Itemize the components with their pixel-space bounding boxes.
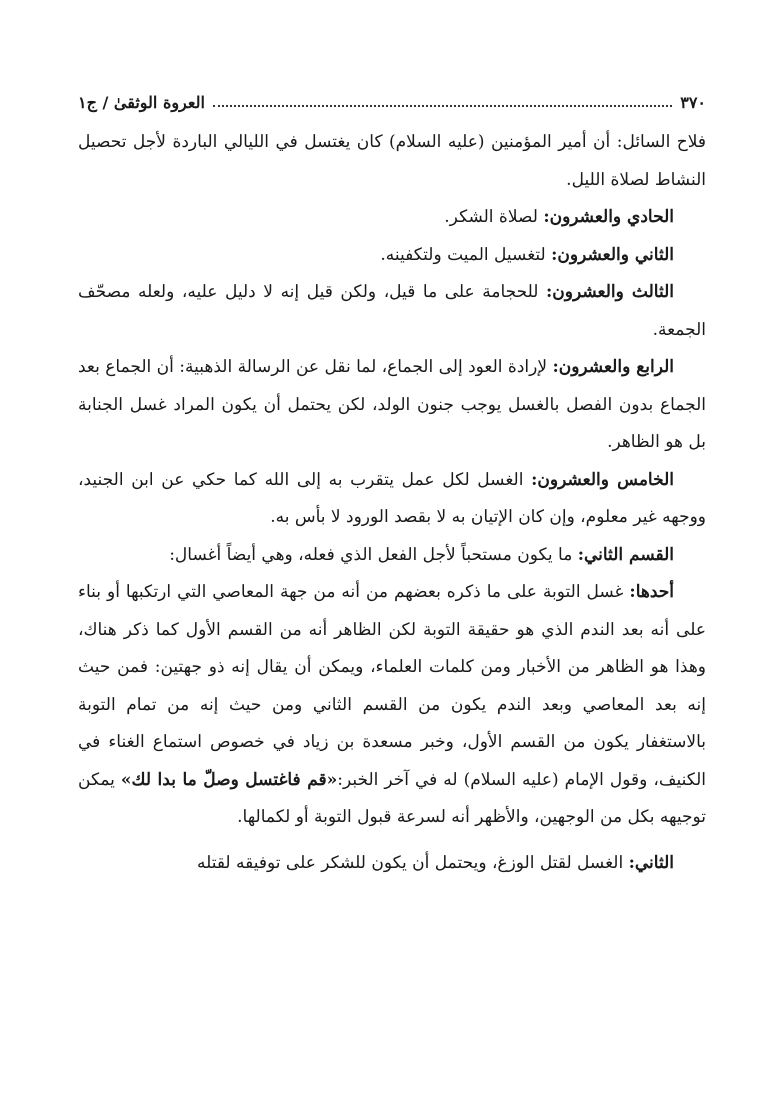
- hadith-quote: «قم فاغتسل وصلّ ما بدا لك»: [120, 769, 338, 790]
- paragraph-item-24: [78, 349, 706, 462]
- paragraph-lead: الرابع والعشرون:: [552, 357, 674, 377]
- header-leader-dots: [213, 105, 672, 107]
- paragraph-text: غسل التوبة على ما ذكره بعضهم من أنه من جهة المعاصي التي ارتكبها أو بناء على أنه بعد الندم الذي هو حقيقة التوبة لكن الظاهر أنه من القسم الأول كما ذكر هناك، وهذا هو الظاهر من الأخبار ومن كلمات العلماء، ويمكن أن يقال إنه ذو جهتين: فمن حيث إنه بعد المعاصي وبعد الندم يكون من القسم الثاني ومن حيث إنه من تمام التوبة بالاستغفار يكون من القسم الأول، وخبر مسعدة بن زياد في خصوص استماع الغناء في الكنيف، وقول الإمام (عليه السلام) له في آخر الخبر:: [78, 582, 706, 790]
- paragraph-section-two: [78, 537, 706, 575]
- paragraph-item-21: [78, 199, 706, 237]
- paragraph-lead: الثاني والعشرون:: [551, 244, 674, 265]
- paragraph-text: الغسل لقتل الوزغ، ويحتمل أن يكون للشكر على توفيقه لقتله: [196, 852, 629, 873]
- paragraph-continuation: [78, 124, 706, 199]
- paragraph-text: للحجامة على ما قيل، ولكن قيل إنه لا دليل عليه، ولعله مصحّف الجمعة.: [78, 282, 706, 340]
- paragraph-lead: الخامس والعشرون:: [531, 469, 674, 490]
- running-header: [78, 84, 706, 120]
- page-number: ٣٧٠: [680, 92, 706, 112]
- paragraph-text: فلاح السائل: أن أمير المؤمنين (عليه السلام) كان يغتسل في الليالي الباردة لأجل تحصيل النشاط لصلاة الليل.: [78, 132, 706, 190]
- paragraph-text: ما يكون مستحباً لأجل الفعل الذي فعله، وهي أيضاً أغسال:: [169, 544, 578, 565]
- paragraph-item-25: [78, 462, 706, 537]
- book-title: العروة الوثقىٰ / ج١: [78, 92, 205, 112]
- paragraph-lead: أحدها:: [629, 582, 674, 602]
- paragraph-lead: الثالث والعشرون:: [546, 282, 674, 302]
- paragraph-lead: الثاني:: [628, 852, 674, 873]
- paragraph-text: لتغسيل الميت ولتكفينه.: [380, 244, 552, 265]
- paragraph-text: لإرادة العود إلى الجماع، لما نقل عن الرسالة الذهبية: أن الجماع بعد الجماع بدون الفصل بالغسل يوجب جنون الولد، لكن يحتمل أن يكون المراد غسل الجنابة بل هو الظاهر.: [77, 357, 706, 452]
- paragraph-lead: الحادي والعشرون:: [543, 207, 674, 227]
- paragraph-first-ghusl: [78, 574, 706, 837]
- paragraph-item-22: [78, 237, 706, 275]
- paragraph-item-23: [78, 274, 706, 349]
- paragraph-second-ghusl: [78, 845, 706, 883]
- paragraph-text: الغسل لكل عمل يتقرب به إلى الله كما حكي عن ابن الجنيد، ووجهه غير معلوم، وإن كان الإتيان به لا بقصد الورود لا بأس به.: [78, 469, 706, 527]
- paragraph-text: لصلاة الشكر.: [444, 207, 544, 227]
- paragraph-lead: القسم الثاني:: [577, 544, 674, 565]
- paragraph-tail: يمكن توجيهه بكل من الوجهين، والأظهر أنه لسرعة قبول التوبة أو لكمالها.: [78, 769, 706, 827]
- document-page: [78, 84, 706, 882]
